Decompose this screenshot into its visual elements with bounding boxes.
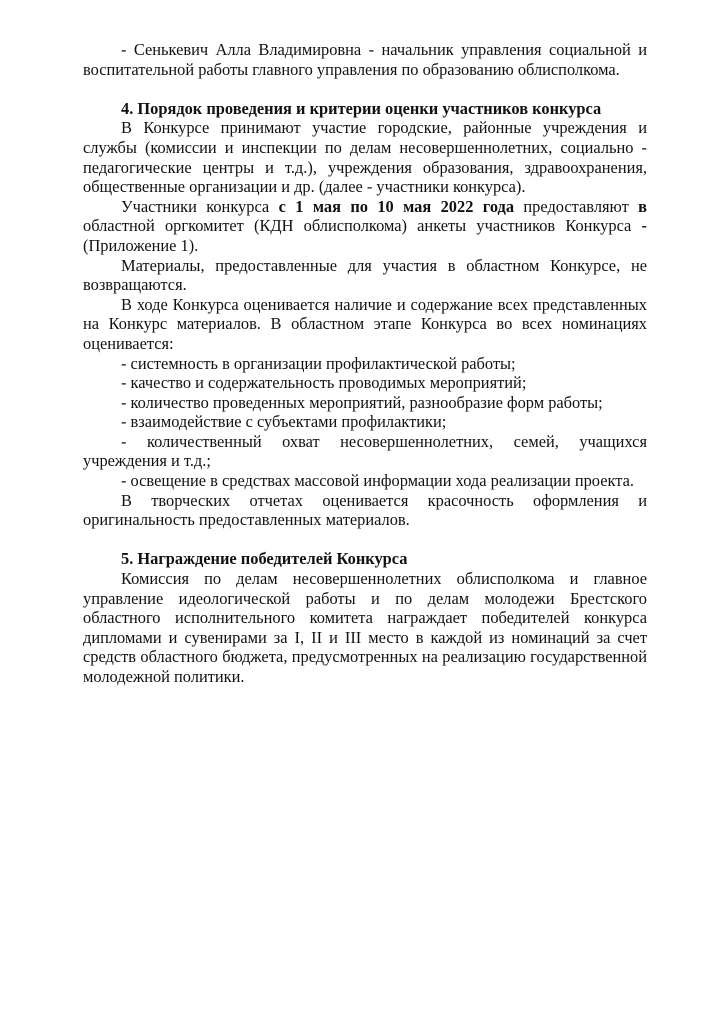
criteria-item: - освещение в средствах массовой информации хода реализации проекта. (121, 471, 634, 491)
deadline-dates: с 1 мая по 10 мая 2022 года (278, 196, 515, 216)
section-4-heading: 4. Порядок проведения и критерии оценки участников конкурса (121, 98, 602, 118)
deadline-text-end: (Приложение 1). (83, 235, 199, 255)
criteria-item: - количественный охват несовершеннолетних, семей, учащихся учреждения и т.д.; (83, 431, 647, 471)
criteria-item: - количество проведенных мероприятий, разнообразие форм работы; (121, 392, 603, 412)
criteria-item: - взаимодействие с субъектами профилактики; (121, 412, 447, 432)
deadline-text-body: областной оргкомитет (КДН облисполкома) анкеты участников Конкурса (83, 216, 642, 236)
deadline-bold-dash: - (641, 216, 647, 236)
spacer (83, 79, 647, 99)
deadline-bold-preposition: в (638, 196, 647, 216)
organizer-member-line: - Сенькевич Алла Владимировна - начальник управления социальной и воспитательной работы главного управления по образованию облисполкома. (83, 40, 647, 79)
deadline-text-middle: предоставляют (514, 196, 639, 216)
section-5-awards-paragraph: Комиссия по делам несовершеннолетних облисполкома и главное управление идеологической работы и по делам молодежи Брестского областного исполнительного комитета награждает победителей конкурса дипломами и сувенирами за I, II и III место в каждой из номинаций за счет средств областного бюджета, предусмотренных на реализацию государственной молодежной политики. (83, 569, 647, 686)
section-4-evaluation-paragraph: В ходе Конкурса оценивается наличие и содержание всех представленных на Конкурс материалов. В областном этапе Конкурса во всех номинациях оценивается: (83, 294, 647, 353)
document-page (83, 40, 647, 687)
section-4-participants-paragraph: В Конкурсе принимают участие городские, районные учреждения и службы (комиссии и инспекции по делам несовершеннолетних, социально - педагогические центры и т.д.), учреждения образования, здравоохранения, общественные организации и др. (далее - участники конкурса). (83, 118, 647, 197)
deadline-text-start: Участники конкурса (121, 196, 279, 216)
criteria-item: - системность в организации профилактической работы; (121, 353, 516, 373)
section-4-materials-paragraph: Материалы, предоставленные для участия в областном Конкурсе, не возвращаются. (83, 255, 647, 295)
section-4-deadline-paragraph (83, 197, 647, 256)
section-5-heading: 5. Награждение победителей Конкурса (121, 549, 408, 569)
spacer (83, 530, 647, 550)
section-4-creative-reports-paragraph: В творческих отчетах оценивается красочность оформления и оригинальность предоставленных материалов. (83, 490, 647, 530)
criteria-item: - качество и содержательность проводимых мероприятий; (121, 373, 527, 393)
